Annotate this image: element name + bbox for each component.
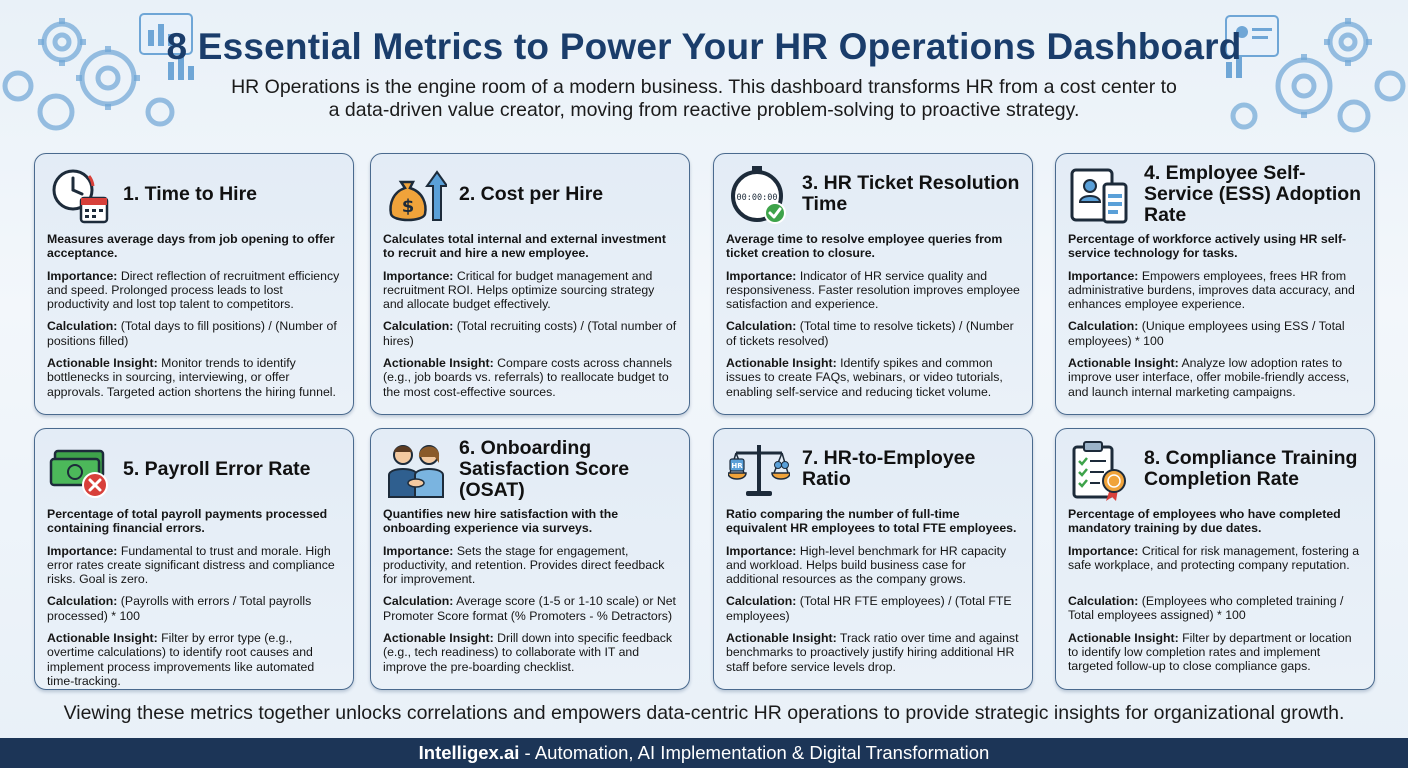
metric-insight: Track ratio over time and against benchmarks to proactively justify hiring additional HR staff before service levels drop. (726, 631, 1019, 674)
metric-title: 6. Onboarding Satisfaction Score (OSAT) (459, 436, 630, 501)
metric-insight: Compare costs across channels (e.g., job boards vs. referrals) to reallocate budget to the most cost-effective sources. (383, 356, 673, 399)
timer-readout: 00:00:00 (736, 193, 778, 203)
insight-label: Actionable Insight: (383, 631, 494, 646)
metric-card-ticket-resolution (713, 153, 1033, 415)
importance-label: Importance: (47, 543, 118, 558)
money-bag-arrow-icon (385, 164, 447, 226)
insight-label: Actionable Insight: (726, 356, 837, 371)
insight-label: Actionable Insight: (383, 356, 494, 371)
tablet-phone-icon (1070, 164, 1132, 226)
metric-description: Ratio comparing the number of full-time equivalent HR employees to total FTE employees. (726, 507, 1017, 536)
insight-label: Actionable Insight: (1068, 630, 1179, 645)
metric-calculation: (Total days to fill positions) / (Number of positions filled) (47, 319, 337, 348)
metric-importance: Indicator of HR service quality and responsiveness. Faster resolution improves employee satisfaction and experience. (726, 268, 1020, 312)
metric-importance: Critical for budget management and recruitment ROI. Helps optimize sourcing strategy and allocate budget effectively. (383, 268, 655, 312)
metric-card-onboarding-satisfaction (370, 428, 690, 690)
metric-importance: Sets the stage for engagement, productivity, and retention. Provides direct feedback for improvement. (383, 543, 665, 587)
importance-label: Importance: (726, 543, 797, 558)
metric-insight: Monitor trends to identify bottlenecks in sourcing, interviewing, or offer approvals. Targeted action shortens the hiring funnel. (47, 356, 336, 399)
importance-label: Importance: (1068, 268, 1139, 283)
metric-calculation: Average score (1-5 or 1-10 scale) or Net Promoter Score format (% Promoters - % Detractors) (383, 594, 676, 623)
metric-description: Measures average days from job opening to offer acceptance. (47, 232, 335, 261)
calculation-label: Calculation: (383, 594, 454, 609)
metric-card-payroll-error (34, 428, 354, 690)
metric-card-compliance-training (1055, 428, 1375, 690)
metric-calculation: (Unique employees using ESS / Total employees) * 100 (1068, 319, 1345, 348)
scale-hr-label: HR (731, 462, 743, 470)
metric-importance: Direct reflection of recruitment efficiency and speed. Prolonged process leads to lost productivity and lost top talent to competitors. (47, 268, 340, 312)
metric-calculation: (Total time to resolve tickets) / (Number of tickets resolved) (726, 319, 1014, 348)
metric-insight: Drill down into specific feedback (e.g., tech readiness) to collaborate with IT and improve the pre-boarding checklist. (383, 631, 673, 674)
brand-footer-bar (0, 738, 1408, 768)
handshake-people-icon (385, 439, 447, 501)
metric-card-ess-adoption (1055, 153, 1375, 415)
metric-title: 8. Compliance Training Completion Rate (1144, 447, 1358, 490)
brand-name: Intelligex.ai (418, 742, 520, 763)
metric-importance: Empowers employees, frees HR from administrative burdens, improves data accuracy, and enhances employee experience. (1068, 268, 1355, 312)
calculation-label: Calculation: (47, 594, 118, 609)
metric-insight: Identify spikes and common issues to create FAQs, webinars, or video tutorials, enabling self-service and reducing ticket volume. (726, 356, 1003, 399)
metric-title: 4. Employee Self-Service (ESS) Adoption Rate (1144, 161, 1362, 226)
metric-title: 1. Time to Hire (123, 182, 258, 205)
metric-calculation: (Payrolls with errors / Total payrolls processed) * 100 (47, 594, 312, 623)
importance-label: Importance: (47, 268, 118, 283)
calculation-label: Calculation: (1068, 319, 1139, 334)
stopwatch-check-icon (728, 164, 790, 226)
page-intro: HR Operations is the engine room of a modern business. This dashboard transforms HR from a cost center to a data-driven value creator, moving from reactive problem-solving to proactive strategy. (231, 76, 1177, 121)
calculation-label: Calculation: (47, 319, 118, 334)
gears-decoration-right-icon (1208, 0, 1408, 140)
calculation-label: Calculation: (1068, 594, 1139, 609)
importance-label: Importance: (383, 268, 454, 283)
importance-label: Importance: (726, 268, 797, 283)
metric-title: 5. Payroll Error Rate (123, 457, 311, 480)
brand-tagline: - Automation, AI Implementation & Digital Transformation (519, 742, 990, 763)
metric-insight: Analyze low adoption rates to improve user interface, offer mobile-friendly access, and launch internal marketing campaigns. (1068, 356, 1350, 399)
calculation-label: Calculation: (726, 319, 797, 334)
metric-description: Calculates total internal and external investment to recruit and hire a new employee. (383, 232, 666, 261)
metric-calculation: (Employees who completed training / Total employees assigned) * 100 (1068, 594, 1344, 623)
metric-description: Percentage of employees who have completed mandatory training by due dates. (1068, 507, 1341, 536)
metric-title: 3. HR Ticket Resolution Time (802, 172, 1020, 215)
metric-description: Average time to resolve employee queries from ticket creation to closure. (726, 232, 1003, 261)
metric-calculation: (Total HR FTE employees) / (Total FTE employees) (726, 594, 1012, 623)
summary-text: Viewing these metrics together unlocks correlations and empowers data-centric HR operations to provide strategic insights for organizational growth. (63, 702, 1345, 724)
insight-label: Actionable Insight: (47, 356, 158, 371)
metric-importance: High-level benchmark for HR capacity and workload. Helps build business case for additional resources as the company grows. (726, 543, 1007, 587)
page-title: 8 Essential Metrics to Power Your HR Operations Dashboard (166, 26, 1242, 67)
metric-card-cost-per-hire (370, 153, 690, 415)
metric-title: 2. Cost per Hire (459, 182, 604, 205)
svg-text:$: $ (401, 196, 415, 217)
calculation-label: Calculation: (383, 319, 454, 334)
money-error-icon (49, 439, 111, 501)
metric-description: Percentage of total payroll payments processed containing financial errors. (47, 507, 328, 536)
clock-calendar-icon (49, 164, 111, 226)
insight-label: Actionable Insight: (1068, 356, 1179, 371)
metric-insight: Filter by error type (e.g., overtime calculations) to identify root causes and implement process improvements like automated time-tracking. (47, 631, 315, 688)
metric-importance: Critical for risk management, fostering a safe workplace, and protecting company reputation. (1068, 543, 1360, 572)
calculation-label: Calculation: (726, 594, 797, 609)
metric-importance: Fundamental to trust and morale. High error rates create significant distress and compliance risks. Goal is zero. (47, 543, 335, 587)
importance-label: Importance: (383, 543, 454, 558)
metric-calculation: (Total recruiting costs) / (Total number of hires) (383, 319, 677, 348)
metric-description: Percentage of workforce actively using HR self-service technology for tasks. (1068, 232, 1347, 261)
metric-card-time-to-hire (34, 153, 354, 415)
balance-scale-icon (728, 439, 790, 501)
metric-title: 7. HR-to-Employee Ratio (802, 447, 976, 490)
metric-insight: Filter by department or location to identify low completion rates and implement targeted follow-up to close compliance gaps. (1068, 630, 1352, 674)
gears-decoration-left-icon (0, 0, 200, 140)
insight-label: Actionable Insight: (726, 631, 837, 646)
clipboard-badge-icon (1070, 439, 1132, 501)
insight-label: Actionable Insight: (47, 631, 158, 646)
metric-card-hr-employee-ratio (713, 428, 1033, 690)
metric-description: Quantifies new hire satisfaction with the onboarding experience via surveys. (383, 507, 619, 536)
importance-label: Importance: (1068, 543, 1139, 558)
